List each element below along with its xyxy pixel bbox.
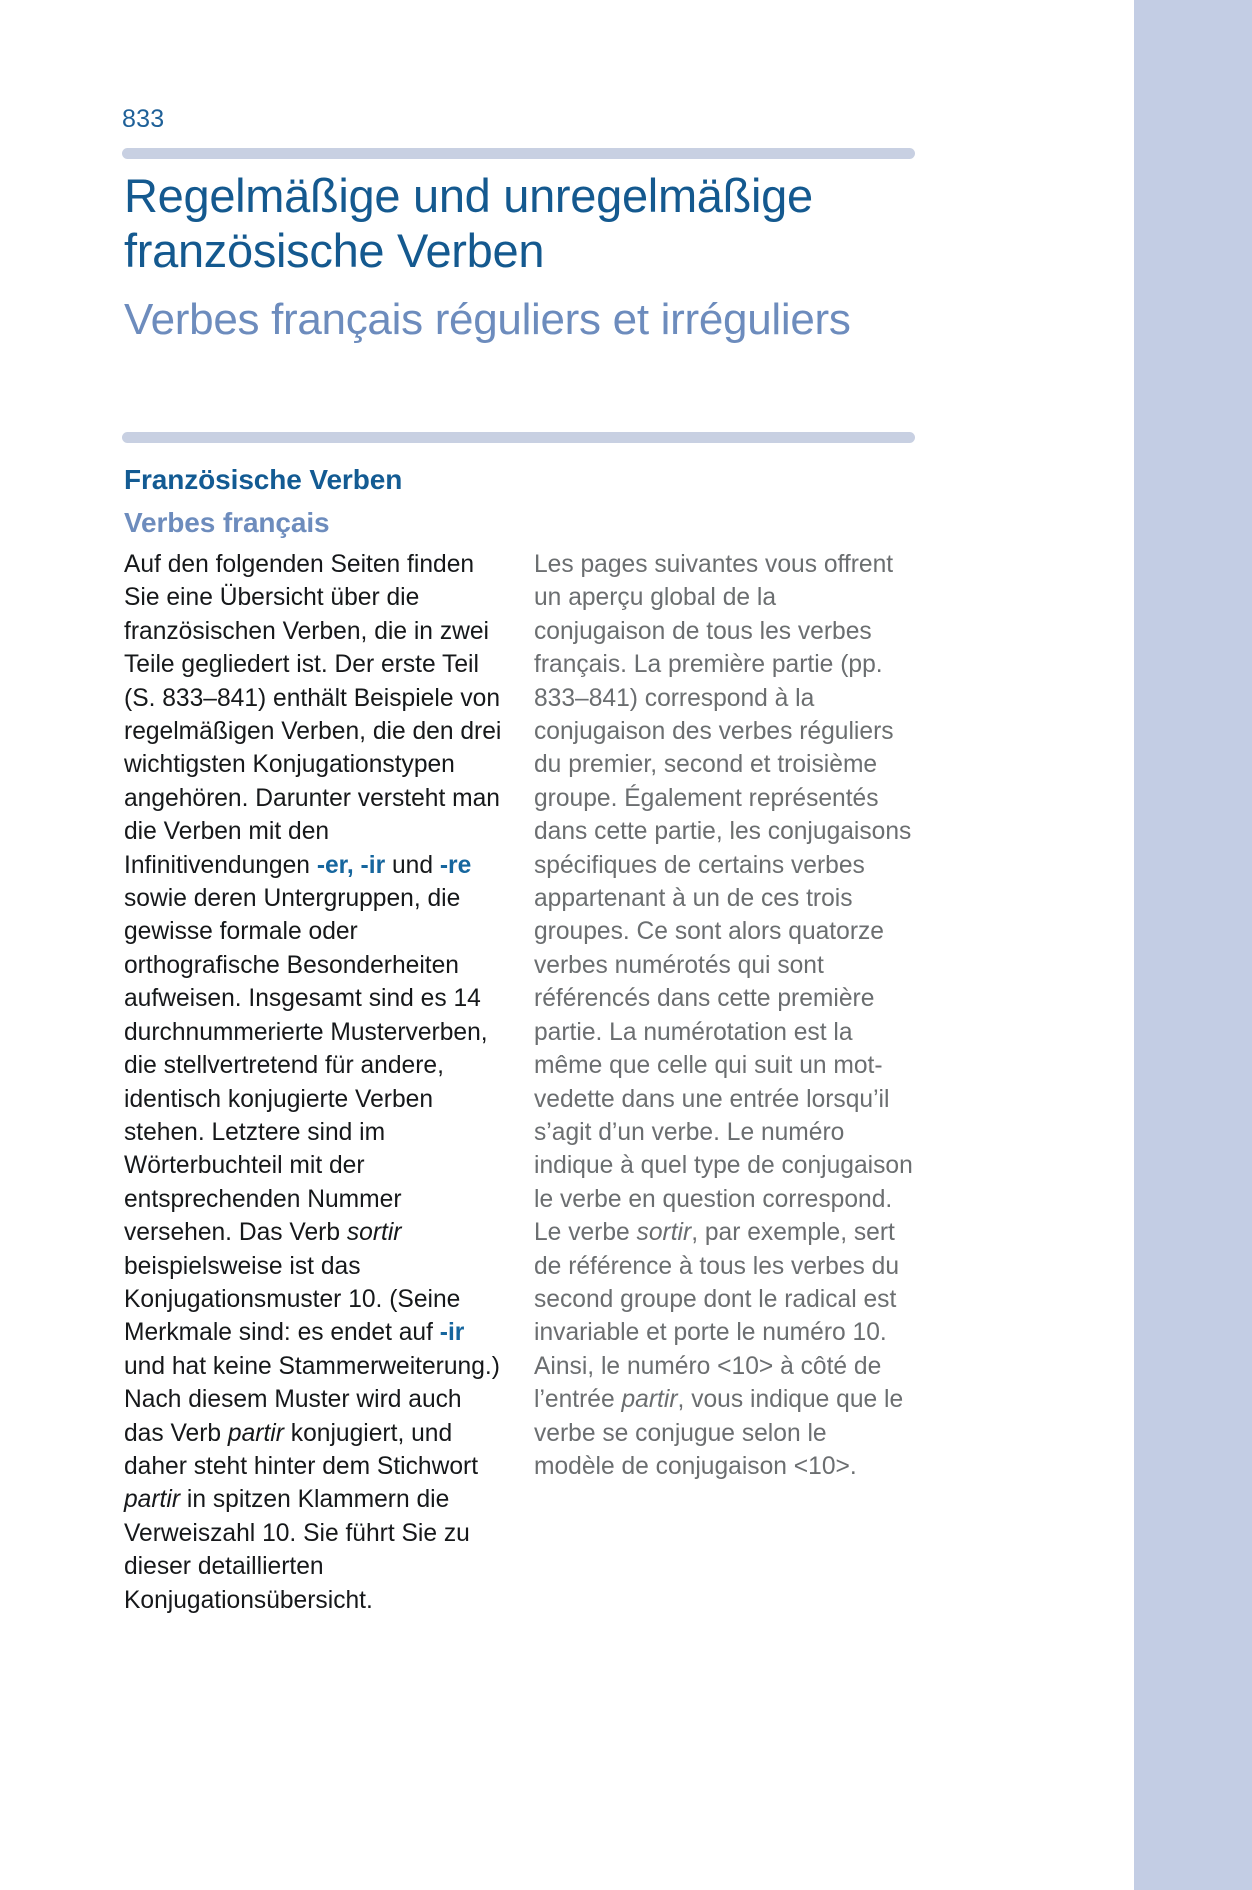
page-edge-band [1134,0,1252,1890]
body-column-german [124,548,504,1617]
italic-verb-sortir-de: sortir [346,1219,402,1247]
text-fr-3: , vous indique que le verbe se conjugue selon le modèle de conjugaison <10>. [534,1386,904,1480]
italic-verb-partir-fr: partir [621,1386,678,1414]
rule-middle [122,432,915,443]
paragraph-german [124,548,504,1617]
text-de-7: in spitzen Klammern die Verweiszahl 10. Sie führt Sie zu dieser detaillierten Konjugationsübersicht. [124,1486,470,1614]
section-heading-french: Verbes français [124,507,330,538]
text-fr-1: Les pages suivantes vous offrent un aperçu global de la conjugaison de tous les verbes français. La première partie (pp. 833–841) correspond à la conjugaison des verbes réguliers du premier, second et troisième groupe. Également représentés dans cette partie, les conjugaisons spécifiques de certains verbes appartenant à un de ces trois groupes. Ce sont alors quatorze verbes numérotés qui sont référencés dans cette première partie. La numérotation est la même que celle qui suit un mot-vedette dans une entrée lorsqu’il s’agit d’un verbe. Le numéro indique à quel type de conjugaison le verbe en question correspond. Le verbe [534,551,913,1247]
page-number: 833 [122,105,165,133]
text-de-4: beispielsweise ist das Konjugationsmuster 10. (Seine Merkmale sind: es endet auf [124,1252,461,1347]
italic-verb-partir-de-1: partir [227,1419,284,1447]
keyword-ending-re: -re [439,851,472,879]
body-column-french [534,548,914,1483]
page-title-german: Regelmäßige und unregelmäßige französische Verben [124,169,813,277]
text-de-5: und hat keine Stammerweiterung.) Nach diesem Muster wird auch das Verb [124,1352,500,1447]
italic-verb-sortir-fr: sortir [636,1219,692,1247]
text-de-3: sowie deren Untergruppen, die gewisse formale oder orthografische Besonderheiten aufweisen. Insgesamt sind es 14 durchnummerierte Musterverben, die stellvertretend für andere, identisch konjugierte Verben stehen. Letztere sind im Wörterbuchteil mit der entsprechenden Nummer versehen. Das Verb [124,885,488,1247]
keyword-endings-er-ir: -er, -ir [316,851,386,879]
body-columns [122,548,922,1614]
page-title-french: Verbes français réguliers et irréguliers [124,295,851,344]
section-heading-german: Französische Verben [124,464,403,495]
text-fr-2: , par exemple, sert de référence à tous les verbes du second groupe dont le radical est invariable et porte le numéro 10. Ainsi, le numéro <10> à côté de l’entrée [534,1219,900,1414]
text-de-6: konjugiert, und daher steht hinter dem Stichwort [124,1419,479,1480]
paragraph-french [534,548,914,1483]
keyword-ending-ir: -ir [439,1319,465,1347]
page-content [122,0,1134,1890]
italic-verb-partir-de-2: partir [124,1486,181,1514]
text-de-2: und [385,851,440,879]
text-de-1: Auf den folgenden Seiten finden Sie eine Übersicht über die französischen Verben, die in zwei Teile gegliedert ist. Der erste Teil (S. 833–841) enthält Beispiele von regelmäßigen Verben, die den drei wichtigsten Konjugationstypen angehören. Darunter versteht man die Verben mit den Infinitivendungen [124,551,502,879]
rule-top [122,148,915,159]
